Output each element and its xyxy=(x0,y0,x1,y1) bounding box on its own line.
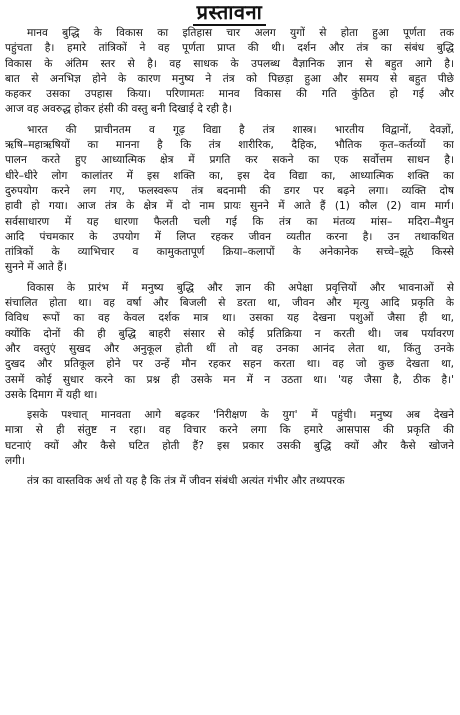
text-line: सुनने में आते हैं। xyxy=(5,261,67,274)
text-line: विकास के अंतिम स्तर से है। वह साधक के उपलब्ध वैज्ञानिक ज्ञान से बहुत आगे है। xyxy=(5,57,454,70)
text-line: उसके दिमाग में यही था। xyxy=(5,388,98,401)
page-title: प्रस्तावना xyxy=(5,0,454,26)
paragraph xyxy=(5,474,454,489)
text-line: ऋषि–महाऋषियों का मानना है कि तंत्र शारीरिक, दैहिक, भौतिक कृत–कर्तव्यों का xyxy=(5,139,454,152)
text-line: भारत की प्राचीनतम व गूढ़ विद्या है तंत्र शास्त्र। भारतीय विद्वानों, देवज्ञों, xyxy=(27,123,454,136)
text-line: और वस्तुएं सुखद और अनुकूल होती थीं तो वह उनका आनंद लेता था, किंतु उनके xyxy=(5,342,454,355)
text-line: मात्रा से ही संतुष्ट न रहा। वह विचार करने लगा कि हमारे आसपास की प्रकृति की xyxy=(5,424,454,437)
text-line: कहकर उसका उपहास किया। परिणामतः मानव विकास की गति कुंठित हो गई और xyxy=(5,88,454,101)
text-line: पालन करते हुए आध्यात्मिक क्षेत्र में प्रगति कर सकने का एक सर्वोत्तम साधन है। xyxy=(5,154,454,167)
text-line: विकास के प्रारंभ में मनुष्य बुद्धि और ज्ञान की अपेक्षा प्रवृत्तियों और भावनाओं से xyxy=(27,281,454,294)
text-line: क्योंकि दोनों की ही बुद्धि बाहरी संसार से कोई प्रतिक्रिया न करती थी। जब पर्यावरण xyxy=(5,327,454,340)
text-line: आज वह अवरुद्ध होकर हंसी की वस्तु बनी दिखाई दे रही है। xyxy=(5,103,232,116)
text-line: उसमें कोई सुधार करने का प्रश्न ही उसके मन में न उठता था। 'यह जैसा है, ठीक है।' xyxy=(5,373,454,386)
text-line: आदि पंचमकार के उपयोग में लिप्त रहकर जीवन व्यतीत करना है। उन तथाकथित xyxy=(5,230,454,243)
paragraph xyxy=(5,281,454,403)
text-line: घटनाएं क्यों और कैसे घटित होती हैं? इस प्रकार उसकी बुद्धि क्यों और कैसे खोजने xyxy=(5,439,454,452)
text-line: मानव बुद्धि के विकास का इतिहास चार अलग युगों से होता हुआ पूर्णता तक xyxy=(27,27,454,39)
text-line: पहुंचता है। हमारे तांत्रिकों ने वह पूर्णता प्राप्त की थी। दर्शन और तंत्र का संबंध बुद्धि xyxy=(5,42,454,55)
text-line: इसके पश्चात् मानवता आगे बढ़कर 'निरीक्षण के युग' में पहुंची। मनुष्य अब देखने xyxy=(27,409,454,422)
body-text xyxy=(5,26,454,490)
text-line: धीरे–धीरे लोग कालांतर में इस शक्ति का, इस देव विद्या का, आध्यात्मिक शक्ति का xyxy=(5,169,454,182)
text-line: दुखद और प्रतिकूल होने पर उन्हें मौन रहकर सहन करता था। वह जो कुछ देखता था, xyxy=(5,358,454,371)
text-line: दुरुपयोग करने लग गए, फलस्वरूप तंत्र बदनामी की डगर पर बढ़ने लगा। व्यक्ति दोष xyxy=(5,184,454,197)
text-line: सर्वसाधारण में यह धारणा फैलती चली गई कि तंत्र का मंतव्य मांस– मदिरा–मैथुन xyxy=(5,215,454,228)
text-line: संचालित होता था। वह वर्षा और बिजली से डरता था, जीवन और मृत्यु आदि प्रकृति के xyxy=(5,297,454,310)
text-line: बात से अनभिज्ञ होने के कारण मनुष्य ने तंत्र को पिछड़ा हुआ और समय से बहुत पीछे xyxy=(5,72,454,85)
text-line: तांत्रिकों के व्याभिचार व कामुकतापूर्ण क्रिया–कलापों के अनेकानेक सच्चे–झूठे किस्से xyxy=(5,246,454,259)
paragraph xyxy=(5,26,454,118)
paragraph xyxy=(5,123,454,276)
text-line: तंत्र का वास्तविक अर्थ तो यह है कि तंत्र में जीवन संबंधी अत्यंत गंभीर और तथ्यपरक xyxy=(27,475,345,488)
paragraph xyxy=(5,408,454,469)
text-line: विविध रूपों का वह केवल दर्शक मात्र था। उसका यह देखना पशुओं जैसा ही था, xyxy=(5,312,454,325)
text-line: हावी हो गया। आज तंत्र के क्षेत्र में दो नाम प्रायः सुनने में आते हैं (1) कौल (2) वाम मार्ग। xyxy=(5,200,454,213)
text-line: लगी। xyxy=(5,455,25,468)
